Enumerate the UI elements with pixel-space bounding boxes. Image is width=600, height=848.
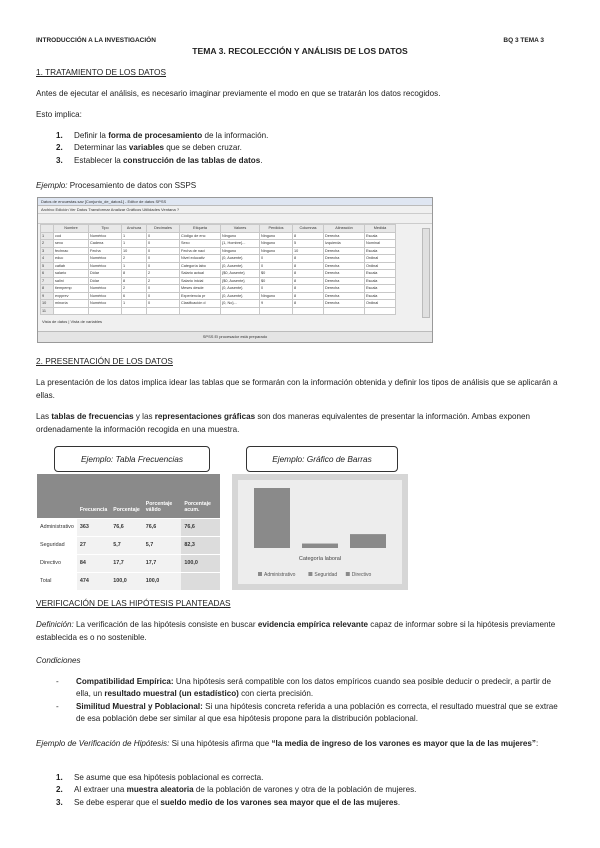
s3-definition: Definición: La verificación de las hipótesis consiste en buscar evidencia empírica relevante capaz de informar sobre si la hipótesis previamente establecida es o no sostenible. [36, 620, 556, 642]
s1-example: Ejemplo: Procesamiento de datos con SSPS [36, 181, 197, 190]
freq-cell: 82,3 [181, 536, 220, 554]
spss-cell: Derecha [324, 270, 365, 278]
spss-screenshot [37, 197, 433, 343]
spss-cell: 0 [147, 255, 180, 263]
spss-cell: Fecha [89, 247, 122, 255]
spss-cell: Escala [365, 285, 396, 293]
spss-cell: 8 [293, 255, 324, 263]
list-item: 2. Determinar las variables que se deben cruzar. [56, 143, 242, 153]
spss-col-header: Columnas [293, 225, 324, 233]
spss-cell: Salario inicial [180, 277, 221, 285]
spss-cell: Fecha de naci [180, 247, 221, 255]
spss-cell: 8 [293, 285, 324, 293]
spss-cell: 1 [122, 232, 147, 240]
spss-cell: {0, Ausente} [221, 262, 260, 270]
spss-cell: Escala [365, 232, 396, 240]
spss-cell: Ordinal [365, 300, 396, 308]
table-row [37, 572, 220, 590]
spss-cell: Código de enc [180, 232, 221, 240]
spss-cell: 5 [293, 240, 324, 248]
spss-cell: 8 [293, 232, 324, 240]
spss-cell: 4 [41, 255, 54, 263]
spss-cell [365, 307, 396, 315]
s1-intro: Antes de ejecutar el análisis, es necesario imaginar previamente el modo en que se tratarán los datos recogidos. [36, 89, 441, 98]
spss-cell: Derecha [324, 255, 365, 263]
freq-cell: 363 [77, 518, 110, 536]
spss-cell: 0 [147, 285, 180, 293]
table-row [41, 255, 396, 263]
bar-directivo [350, 534, 386, 548]
freq-row-label: Seguridad [37, 536, 77, 554]
legend-label: Administrativo [264, 572, 296, 578]
table-row [41, 247, 396, 255]
spss-col-header: Anchura [122, 225, 147, 233]
spss-toolbar [38, 214, 432, 224]
spss-cell: Ninguno [260, 292, 293, 300]
freq-header-cell [37, 474, 77, 518]
spss-cell: Numérico [89, 292, 122, 300]
freq-cell: 76,6 [143, 518, 182, 536]
spss-cell: 1 [122, 300, 147, 308]
spss-cell: Ninguno [260, 240, 293, 248]
spss-tabs: Vista de datos | Vista de variables [42, 319, 103, 324]
spss-cell: 11 [41, 307, 54, 315]
list-item: - Similitud Muestral y Poblacional: Si una hipótesis concreta referida a una población es correcta, el resultado muestral que se extrae de esa población debe ser similar al que esa hipótesis propone para la distribución poblacional. [56, 701, 558, 724]
spss-cell: {0, Ausente} [221, 255, 260, 263]
table-row [41, 232, 396, 240]
section-2-heading: 2. PRESENTACIÓN DE LOS DATOS [36, 356, 173, 366]
spss-col-header: Nombre [54, 225, 89, 233]
table-row [41, 240, 396, 248]
freq-header-cell: Porcentaje válido [143, 474, 182, 518]
spss-cell: sexo [54, 240, 89, 248]
spss-cell: tiempemp [54, 285, 89, 293]
spss-cell: Numérico [89, 232, 122, 240]
spss-cell: Numérico [89, 285, 122, 293]
spss-cell: 8 [293, 300, 324, 308]
spss-cell: Escala [365, 270, 396, 278]
spss-cell: Derecha [324, 285, 365, 293]
spss-cell: 7 [41, 277, 54, 285]
table-row [41, 270, 396, 278]
spss-cell: 0 [147, 232, 180, 240]
spss-cell [122, 307, 147, 315]
freq-table-label: Ejemplo: Tabla Frecuencias [54, 446, 210, 472]
spss-cell: Ordinal [365, 262, 396, 270]
spss-status: SPSS El procesador está preparado [38, 331, 432, 342]
table-row [41, 292, 396, 300]
freq-row-label: Directivo [37, 554, 77, 572]
freq-cell: 100,0 [143, 572, 182, 590]
spss-cell: 1 [122, 240, 147, 248]
bar-administrativo [254, 488, 290, 548]
spss-cell: Sexo [180, 240, 221, 248]
spss-titlebar: Datos de encuestas.sav [Conjunto_de_datos1] - Editor de datos SPSS [38, 198, 432, 206]
freq-cell: 17,7 [110, 554, 143, 572]
spss-cell: 9 [41, 292, 54, 300]
spss-cell: 2 [147, 270, 180, 278]
legend-swatch [346, 572, 350, 576]
spss-cell: 8 [122, 277, 147, 285]
spss-cell: {1, Hombre}... [221, 240, 260, 248]
spss-cell: Numérico [89, 262, 122, 270]
spss-variable-table [40, 224, 396, 315]
spss-cell: Derecha [324, 232, 365, 240]
freq-cell: 474 [77, 572, 110, 590]
spss-col-header: Etiqueta [180, 225, 221, 233]
bar-seguridad [302, 544, 338, 548]
spss-cell: Derecha [324, 277, 365, 285]
spss-cell: $0 [260, 270, 293, 278]
table-row [41, 307, 396, 315]
spss-cell: Ninguno [221, 247, 260, 255]
spss-cell: expprev [54, 292, 89, 300]
list-item: - Compatibilidad Empírica: Una hipótesis será compatible con los datos empíricos cuando sea posible deducir o predecir, a partir de ella, un resultado muestral (un estadístico) con cierta precisión. [56, 677, 552, 699]
spss-col-header: Valores [221, 225, 260, 233]
spss-cell: 0 [147, 300, 180, 308]
spss-menubar: Archivo Edición Ver Datos Transformar Analizar Gráficos Utilidades Ventana ? [38, 206, 432, 214]
s2-p1: La presentación de los datos implica idear las tablas que se formarán con la información obtenida y definir los tipos de análisis que se aplicarán a ellas. [36, 378, 558, 400]
legend-label: Directivo [351, 572, 372, 578]
spss-cell: Clasificación d [180, 300, 221, 308]
spss-cell: fechnac [54, 247, 89, 255]
spss-cell [89, 307, 122, 315]
spss-cell: 0 [260, 285, 293, 293]
bar-chart-svg [232, 474, 408, 590]
spss-scrollbar [422, 228, 430, 318]
spss-cell: cod [54, 232, 89, 240]
section-1-heading: 1. TRATAMIENTO DE LOS DATOS [36, 67, 167, 77]
spss-cell: 2 [41, 240, 54, 248]
s3-conditions-label: Condiciones [36, 656, 81, 665]
spss-cell: {0, Ausente} [221, 285, 260, 293]
spss-cell: 8 [41, 285, 54, 293]
spss-cell: 5 [41, 262, 54, 270]
freq-cell: 100,0 [110, 572, 143, 590]
list-item: 1. Definir la forma de procesamiento de la información. [56, 131, 269, 140]
spss-cell: Categoría labo [180, 262, 221, 270]
spss-cell: Escala [365, 292, 396, 300]
freq-cell: 100,0 [181, 554, 220, 572]
list-item: 3. Se debe esperar que el sueldo medio de los varones sea mayor que el de las mujeres. [56, 797, 401, 807]
freq-header-row [37, 474, 220, 518]
spss-cell: 8 [293, 262, 324, 270]
spss-cell: catlab [54, 262, 89, 270]
spss-cell: {0, No}... [221, 300, 260, 308]
table-row [41, 285, 396, 293]
spss-cell: Ninguno [260, 247, 293, 255]
spss-cell [54, 307, 89, 315]
spss-cell: Ordinal [365, 255, 396, 263]
legend-label: Seguridad [314, 572, 338, 578]
spss-cell: salario [54, 270, 89, 278]
list-item: 3. Establecer la construcción de las tablas de datos. [56, 155, 263, 165]
spss-cell: 6 [41, 270, 54, 278]
spss-cell: 10 [122, 247, 147, 255]
spss-cell: 8 [122, 270, 147, 278]
spss-cell: 10 [41, 300, 54, 308]
spss-cell: Derecha [324, 247, 365, 255]
freq-cell: 17,7 [143, 554, 182, 572]
list-item: 1. Se asume que esa hipótesis poblacional es correcta. [56, 773, 264, 782]
section-3-heading: VERIFICACIÓN DE LAS HIPÓTESIS PLANTEADAS [36, 598, 231, 608]
spss-cell: educ [54, 255, 89, 263]
list-item: 2. Al extraer una muestra aleatoria de la población de varones y otra de la población de mujeres. [56, 785, 417, 795]
spss-cell: Cadena [89, 240, 122, 248]
spss-cell: Dólar [89, 270, 122, 278]
frequency-table [37, 474, 220, 591]
freq-row-label: Administrativo [37, 518, 77, 536]
spss-cell [221, 307, 260, 315]
s3-list [56, 772, 564, 809]
table-row [41, 277, 396, 285]
spss-cell: 9 [260, 300, 293, 308]
s2-p2: Las tablas de frecuencias y las representaciones gráficas son dos maneras equivalentes de presentar la información. Ambas exponen ordenadamente la información recogida en una muestra. [36, 412, 531, 434]
table-row [37, 554, 220, 572]
spss-cell: 3 [41, 247, 54, 255]
spss-cell: 0 [147, 292, 180, 300]
spss-cell: Numérico [89, 300, 122, 308]
freq-row-label: Total [37, 572, 77, 590]
spss-cell [260, 307, 293, 315]
spss-cell: Derecha [324, 300, 365, 308]
spss-col-header: Tipo [89, 225, 122, 233]
spss-cell: Numérico [89, 255, 122, 263]
spss-cell: 6 [122, 292, 147, 300]
spss-cell [180, 307, 221, 315]
freq-cell: 84 [77, 554, 110, 572]
table-row [37, 518, 220, 536]
spss-cell: Escala [365, 247, 396, 255]
spss-cell: Nivel educativ [180, 255, 221, 263]
spss-cell: {$0, Ausente} [221, 270, 260, 278]
chart-xlabel: Categoría laboral [298, 556, 342, 562]
spss-cell: 0 [147, 240, 180, 248]
spss-cell: 2 [122, 255, 147, 263]
spss-cell: Derecha [324, 292, 365, 300]
freq-cell: 5,7 [143, 536, 182, 554]
bar-chart-label: Ejemplo: Gráfico de Barras [246, 446, 398, 472]
table-row [37, 536, 220, 554]
spss-cell [324, 307, 365, 315]
spss-cell: 2 [122, 285, 147, 293]
s3-example: Ejemplo de Verificación de Hipótesis: Si una hipótesis afirma que “la media de ingreso de los varones es mayor que la de las mujeres”: [36, 739, 539, 748]
spss-cell [293, 307, 324, 315]
spss-cell: minoría [54, 300, 89, 308]
bar-chart [232, 474, 408, 590]
legend-swatch [258, 572, 262, 576]
spss-cell: Meses desde [180, 285, 221, 293]
spss-col-header: Decimales [147, 225, 180, 233]
freq-cell [181, 572, 220, 590]
spss-cell: Experiencia pr [180, 292, 221, 300]
s1-list [56, 130, 556, 167]
table-row [41, 300, 396, 308]
table-row [41, 262, 396, 270]
freq-cell: 27 [77, 536, 110, 554]
spss-cell: $0 [260, 277, 293, 285]
s1-implica: Esto implica: [36, 110, 82, 119]
spss-col-header: Perdidos [260, 225, 293, 233]
freq-cell: 5,7 [110, 536, 143, 554]
freq-header-cell: Porcentaje [110, 474, 143, 518]
spss-cell: 0 [147, 247, 180, 255]
spss-cell: 1 [41, 232, 54, 240]
s3-conditions-list [56, 676, 564, 726]
spss-cell: 0 [260, 262, 293, 270]
spss-cell: 8 [293, 277, 324, 285]
spss-cell: Nominal [365, 240, 396, 248]
freq-header-cell: Porcentaje acum. [181, 474, 220, 518]
spss-cell: {$0, Ausente} [221, 277, 260, 285]
page-title: TEMA 3. RECOLECCIÓN Y ANÁLISIS DE LOS DATOS [192, 46, 408, 56]
spss-col-header [41, 225, 54, 233]
spss-col-header: Medida [365, 225, 396, 233]
spss-cell: Escala [365, 277, 396, 285]
spss-cell: Izquierda [324, 240, 365, 248]
spss-cell: {0, Ausente} [221, 292, 260, 300]
header-right: BQ 3 TEMA 3 [503, 37, 544, 44]
freq-header-cell: Frecuencia [77, 474, 110, 518]
spss-cell: Ninguno [221, 232, 260, 240]
spss-cell: 1 [122, 262, 147, 270]
spss-cell: Salario actual [180, 270, 221, 278]
spss-cell: 8 [293, 270, 324, 278]
spss-cell: 8 [293, 292, 324, 300]
legend-swatch [308, 572, 312, 576]
spss-cell: salini [54, 277, 89, 285]
spss-col-header: Alineación [324, 225, 365, 233]
freq-cell: 76,6 [181, 518, 220, 536]
spss-cell: 0 [147, 262, 180, 270]
spss-cell: 2 [147, 277, 180, 285]
spss-cell: 10 [293, 247, 324, 255]
spss-cell: 0 [260, 255, 293, 263]
header-left: INTRODUCCIÓN A LA INVESTIGACIÓN [36, 37, 156, 44]
spss-cell: Ninguno [260, 232, 293, 240]
spss-cell [147, 307, 180, 315]
freq-cell: 76,6 [110, 518, 143, 536]
spss-cell: Dólar [89, 277, 122, 285]
spss-cell: Derecha [324, 262, 365, 270]
